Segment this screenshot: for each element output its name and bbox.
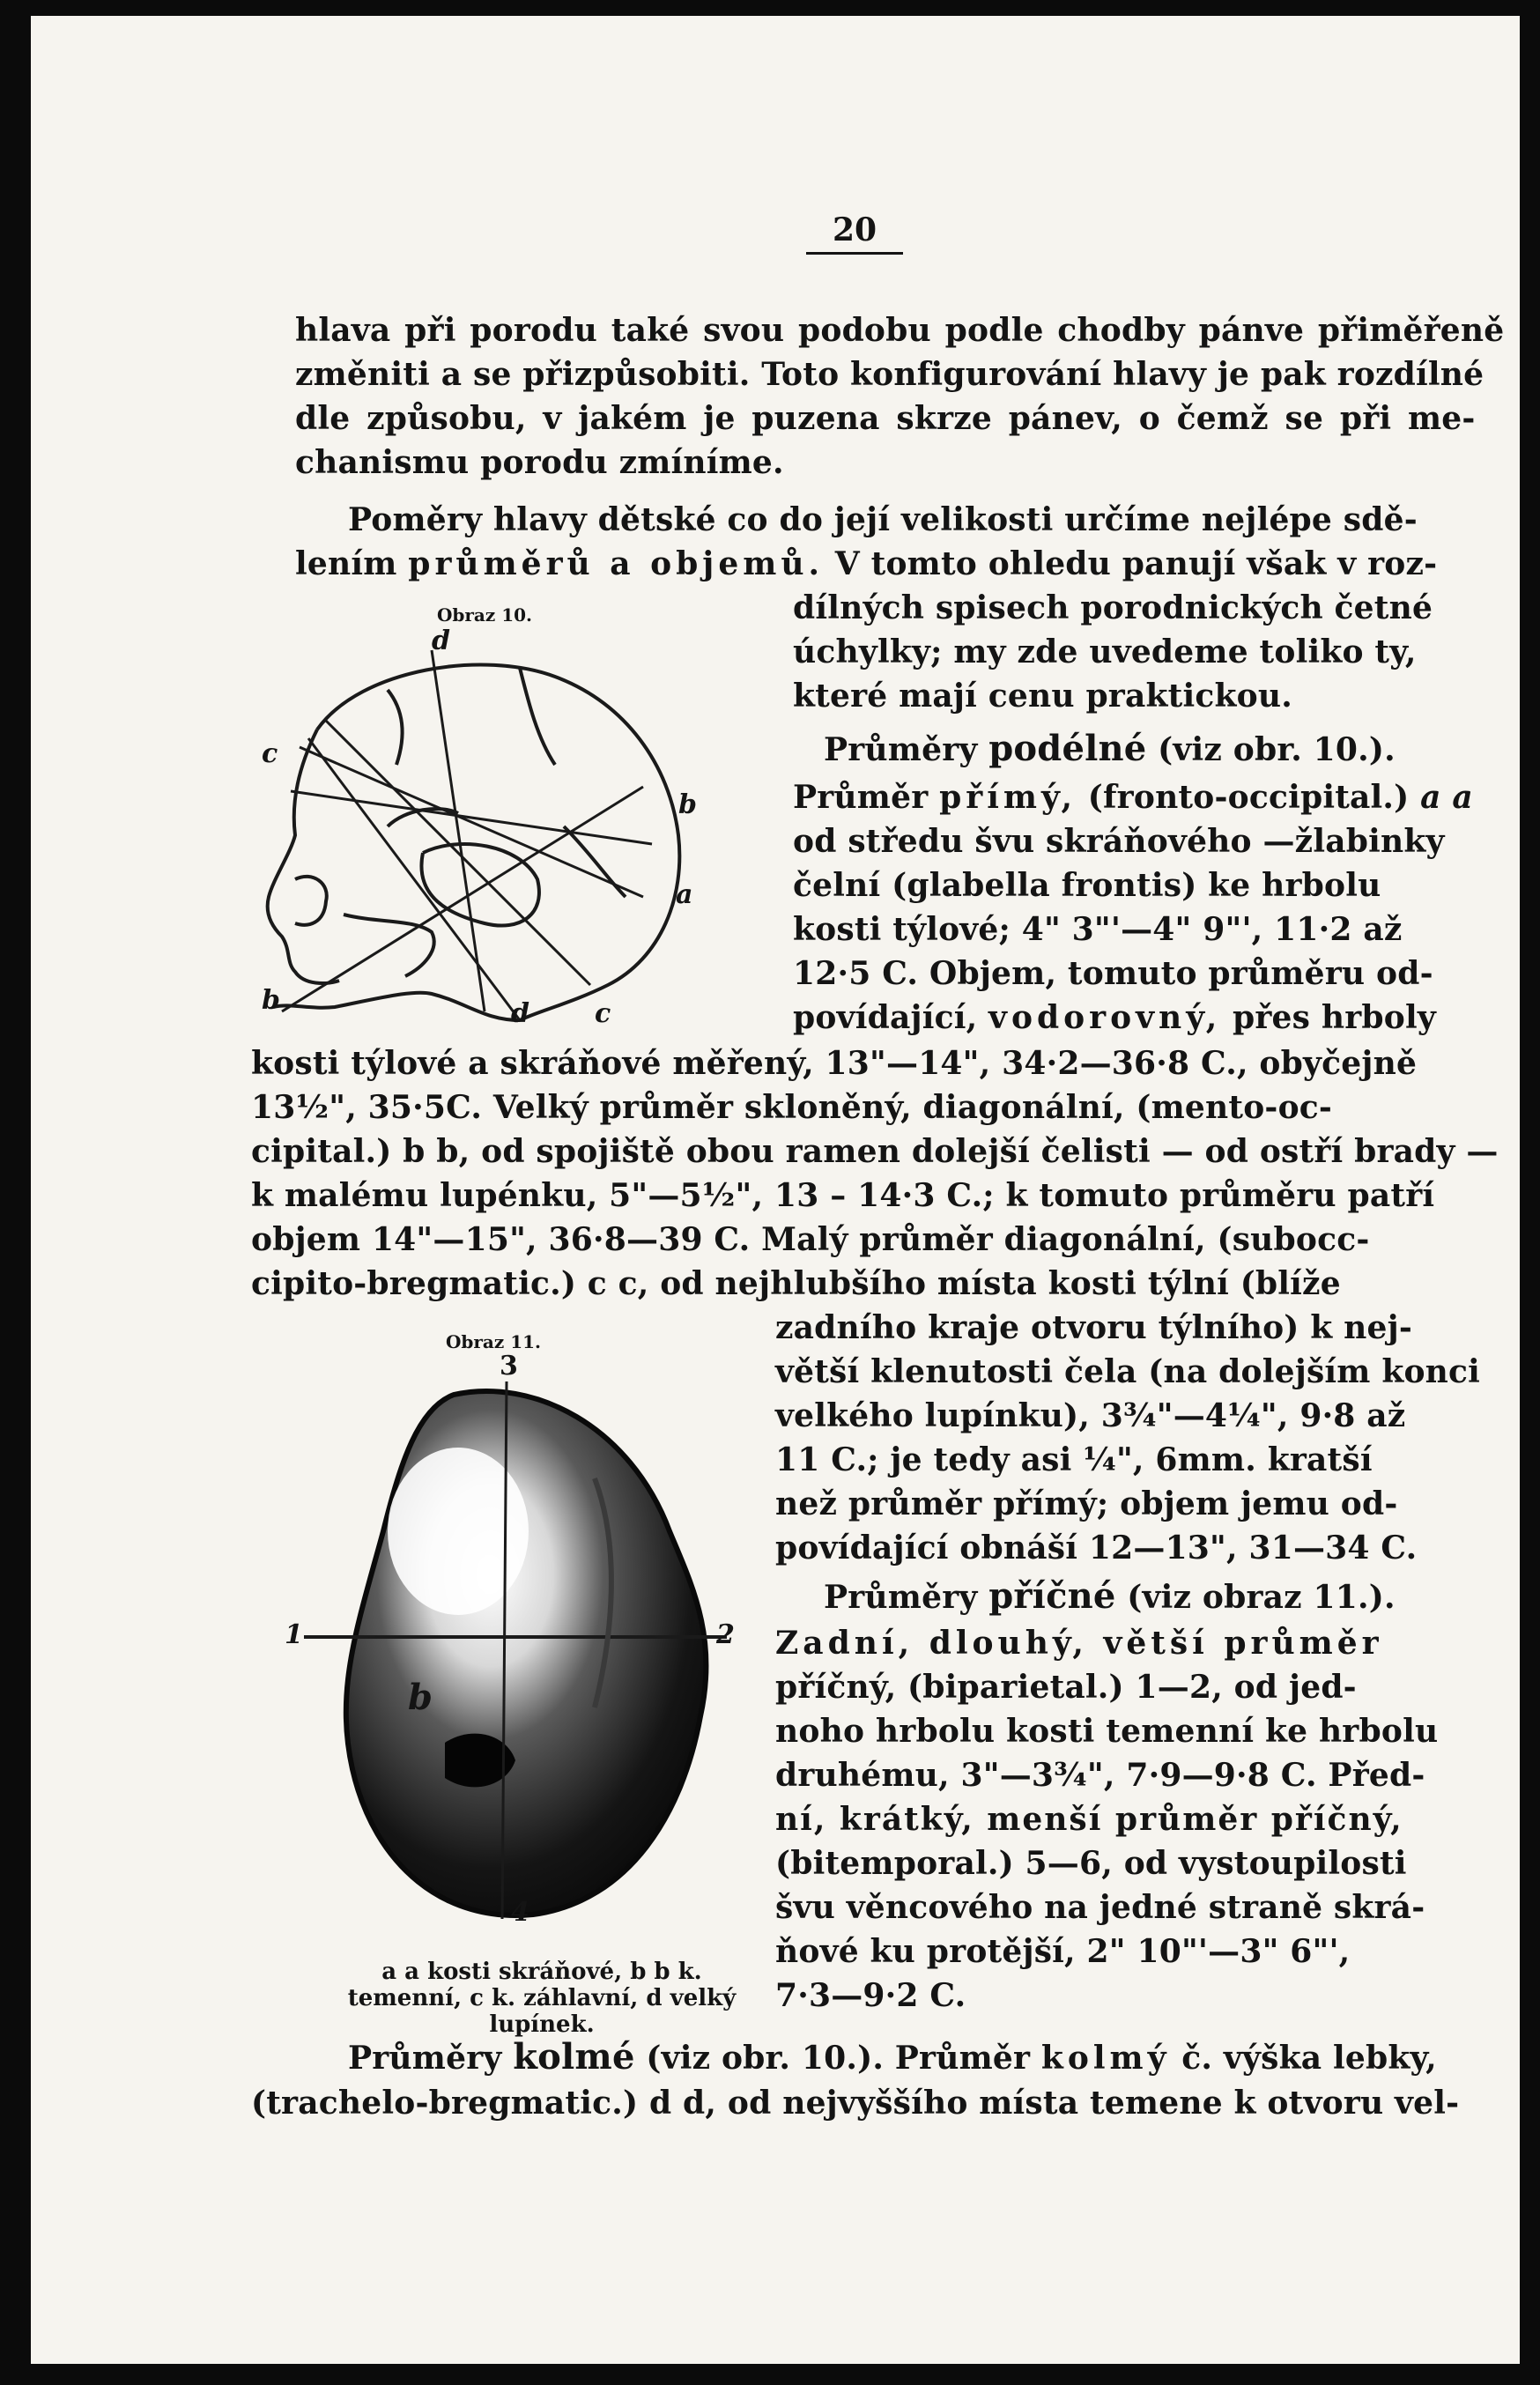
text-line: velkého lupínku), 3¾"—4¼", 9·8 až (775, 1397, 1406, 1434)
heading-word: podélné (988, 728, 1147, 769)
figure-11-number: 4 (511, 1897, 529, 1928)
figure-10-letter: a (676, 879, 693, 910)
text-fragment: lením (295, 545, 397, 582)
text-fragment: (viz obr. 10.). (1158, 731, 1396, 768)
text-line: než průměr přímý; objem jemu od- (775, 1485, 1398, 1522)
figure-11-number: 2 (716, 1619, 735, 1650)
figure-10-letter: b (678, 789, 697, 820)
spaced-emphasis: vodorovný, (988, 999, 1222, 1036)
text-line: Poměry hlavy dětské co do její velikosti určíme nejlépe sdě- (348, 501, 1418, 538)
text-line: chanismu porodu zmíníme. (295, 444, 784, 481)
text-fragment: Průměr (793, 779, 929, 816)
figure-10-letter: d (432, 626, 450, 656)
text-fragment: (viz obr. 10.). Průměr (646, 2040, 1031, 2077)
spaced-emphasis: kolmý (1040, 2040, 1171, 2077)
figure-11-skull-top-view (304, 1373, 762, 1937)
text-line: od středu švu skráňového —žlabinky (793, 823, 1445, 860)
page-number: 20 (806, 211, 903, 255)
figure-11-caption: a a kosti skráňové, b b k. temenní, c k. záhlavní, d velký lupínek. (347, 1959, 737, 2038)
figure-10-letter: c (595, 998, 611, 1029)
text-fragment: povídající, (793, 999, 978, 1036)
figure-10-letter: b (262, 985, 280, 1016)
text-line: (bitemporal.) 5—6, od vystoupilosti (775, 1845, 1407, 1882)
text-line: 13½", 35·5C. Velký průměr skloněný, diagonální, (mento-oc- (251, 1089, 1333, 1126)
figure-10-skull-diagram (255, 633, 784, 1047)
text-line: k malému lupénku, 5"—5½", 13 – 14·3 C.; k tomuto průměru patří (251, 1177, 1435, 1214)
text-line (824, 727, 1396, 772)
text-line: povídající obnáší 12—13", 31—34 C. (775, 1530, 1418, 1567)
text-line: které mají cenu praktickou. (793, 678, 1292, 715)
text-line: 12·5 C. Objem, tomuto průměru od- (793, 955, 1433, 992)
text-fragment: V tomto ohledu panují však v roz- (834, 545, 1438, 582)
text-line (793, 996, 1436, 1040)
heading-word: příčné (988, 1575, 1116, 1617)
text-line: objem 14"—15", 36·8—39 C. Malý průměr diagonální, (subocc- (251, 1221, 1370, 1258)
text-fragment: (fronto-occipital.) (1087, 779, 1410, 816)
text-line: 11 C.; je tedy asi ¼", 6mm. kratší (775, 1441, 1373, 1478)
figure-10-letter: d (511, 998, 529, 1029)
text-line: 7·3—9·2 C. (775, 1977, 966, 2014)
text-line: čelní (glabella frontis) ke hrbolu (793, 867, 1381, 904)
document-page (31, 16, 1520, 2364)
figure-11-label: Obraz 11. (445, 1331, 542, 1352)
text-line: cipital.) b b, od spojiště obou ramen dolejší čelisti — od ostří brady — (251, 1133, 1499, 1170)
text-line: ní, krátký, menší průměr příčný, (775, 1801, 1403, 1838)
text-line: hlava při porodu také svou podobu podle chodby pánve přiměřeně (295, 312, 1505, 349)
figure-10-letter: c (262, 738, 278, 769)
text-line: dle způsobu, v jakém je puzena skrze pánev, o čemž se při me- (295, 400, 1476, 437)
text-fragment: č. výška lebky, (1181, 2040, 1437, 2077)
text-fragment: (viz obraz 11.). (1127, 1579, 1396, 1616)
figure-10-label: Obraz 10. (436, 604, 533, 626)
text-line: Zadní, dlouhý, větší průměr (775, 1625, 1383, 1662)
text-fragment: přes hrboly (1232, 999, 1436, 1036)
text-line: příčný, (biparietal.) 1—2, od jed- (775, 1669, 1357, 1706)
text-line (793, 775, 1473, 819)
text-fragment: a a (1420, 779, 1473, 816)
text-fragment: Průměry (824, 731, 978, 768)
text-line: noho hrbolu kosti temenní ke hrbolu (775, 1713, 1439, 1750)
figure-11-number: 3 (500, 1351, 518, 1381)
text-line: (trachelo-bregmatic.) d d, od nejvyššího místa temene k otvoru vel- (251, 2085, 1460, 2122)
text-fragment: Průměry (348, 2040, 502, 2077)
text-fragment: Průměry (824, 1579, 978, 1616)
text-line: druhému, 3"—3¾", 7·9—9·8 C. Před- (775, 1757, 1425, 1794)
text-line: změniti a se přizpůsobiti. Toto konfigurování hlavy je pak rozdílné (295, 356, 1484, 393)
text-line: zadního kraje otvoru týlního) k nej- (775, 1309, 1412, 1346)
figure-11-number: 1 (285, 1619, 303, 1650)
text-line: kosti týlové; 4" 3"'—4" 9"', 11·2 až (793, 911, 1403, 948)
heading-word: kolmé (513, 2036, 635, 2078)
text-line (824, 1574, 1396, 1619)
spaced-emphasis: průměrů a objemů. (408, 545, 825, 582)
text-line: větší klenutosti čela (na dolejším konci (775, 1353, 1481, 1390)
text-line (348, 2035, 1437, 2080)
text-line: švu věncového na jedné straně skrá- (775, 1889, 1425, 1926)
spaced-emphasis: přímý, (939, 779, 1077, 816)
text-line: cipito-bregmatic.) c c, od nejhlubšího místa kosti týlní (blíže (251, 1265, 1341, 1302)
text-line: úchylky; my zde uvedeme toliko ty, (793, 633, 1417, 670)
figure-11-letter: b (408, 1677, 433, 1718)
text-line: dílných spisech porodnických četné (793, 589, 1433, 626)
text-line: ňové ku protější, 2" 10"'—3" 6"', (775, 1933, 1351, 1970)
text-line (295, 542, 1437, 586)
text-line: kosti týlové a skráňové měřený, 13"—14", 34·2—36·8 C., obyčejně (251, 1045, 1418, 1082)
